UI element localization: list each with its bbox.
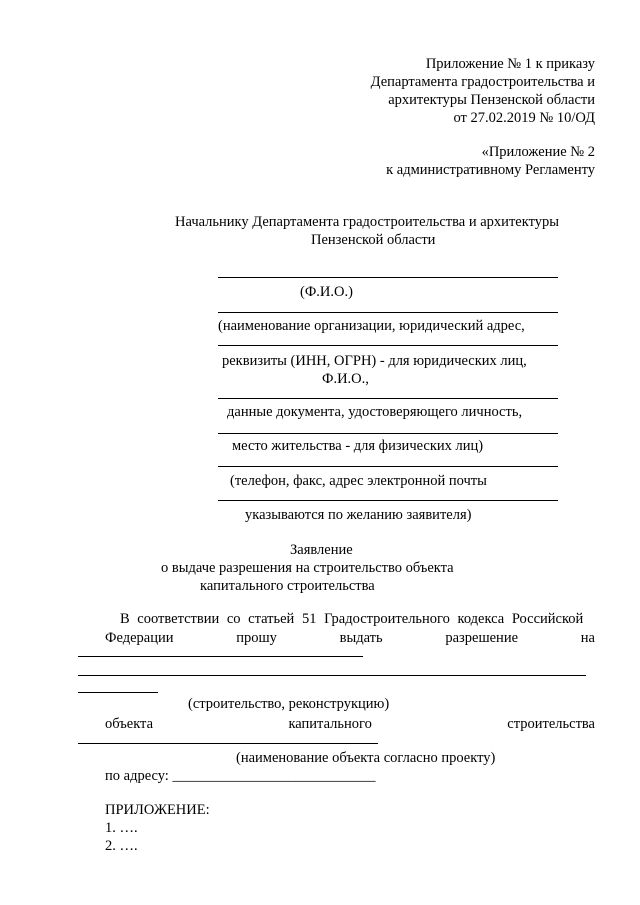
address-line: по адресу: ____________________________ <box>105 768 376 784</box>
attachment-item-1: 1. …. <box>105 820 138 836</box>
fio2-hint: Ф.И.О., <box>322 371 369 387</box>
object-word: строительства <box>507 716 595 732</box>
statement-subtitle-1: о выдаче разрешения на строительство объекта <box>161 560 454 576</box>
object-line <box>105 716 595 733</box>
org-underline <box>218 312 558 313</box>
attachments-title: ПРИЛОЖЕНИЕ: <box>105 802 210 818</box>
contacts-underline <box>218 466 558 467</box>
fio-underline <box>218 277 558 278</box>
permit-underline-1 <box>78 656 363 657</box>
fio-hint: (Ф.И.О.) <box>300 284 353 300</box>
requisites-hint: реквизиты (ИНН, ОГРН) - для юридических лиц, <box>222 353 527 369</box>
appendix1-line-3: архитектуры Пензенской области <box>388 92 595 108</box>
appendix1-line-2: Департамента градостроительства и <box>370 74 595 90</box>
paragraph-word: разрешение <box>445 630 519 646</box>
optional-hint: указываются по желанию заявителя) <box>245 507 472 523</box>
permit-underline-3 <box>78 692 158 693</box>
appendix1-line-1: Приложение № 1 к приказу <box>425 56 595 72</box>
statement-subtitle-2: капитального строительства <box>200 578 375 594</box>
object-underline <box>78 743 378 744</box>
residence-underline <box>218 433 558 434</box>
permit-underline-2 <box>78 675 586 676</box>
object-hint: (наименование объекта согласно проекту) <box>236 750 496 766</box>
optional-underline <box>218 500 558 501</box>
residence-hint: место жительства - для физических лиц) <box>232 438 484 454</box>
statement-title: Заявление <box>290 542 353 558</box>
id-doc-hint: данные документа, удостоверяющего личность, <box>227 404 523 420</box>
requisites-underline <box>218 345 558 346</box>
object-word: капитального <box>288 716 372 732</box>
paragraph-line-1: В соответствии со статьей 51 Градостроительного кодекса Российской <box>120 611 584 627</box>
addressee-line-1: Начальнику Департамента градостроительства и архитектуры <box>175 214 559 230</box>
paragraph-word: выдать <box>339 630 383 646</box>
org-hint: (наименование организации, юридический адрес, <box>218 318 525 334</box>
appendix1-line-4: от 27.02.2019 № 10/ОД <box>453 110 595 126</box>
paragraph-word: на <box>580 630 595 646</box>
construction-hint: (строительство, реконструкцию) <box>188 696 390 712</box>
id-doc-underline <box>218 398 558 399</box>
attachment-item-2: 2. …. <box>105 838 138 854</box>
addressee-line-2: Пензенской области <box>311 232 436 248</box>
object-word: объекта <box>105 716 154 732</box>
contacts-hint: (телефон, факс, адрес электронной почты <box>230 473 487 489</box>
appendix2-line-2: к административному Регламенту <box>386 162 595 178</box>
paragraph-word: Федерации <box>105 630 174 646</box>
appendix2-line-1: «Приложение № 2 <box>481 144 595 160</box>
paragraph-line-2 <box>105 630 595 647</box>
paragraph-word: прошу <box>236 630 277 646</box>
